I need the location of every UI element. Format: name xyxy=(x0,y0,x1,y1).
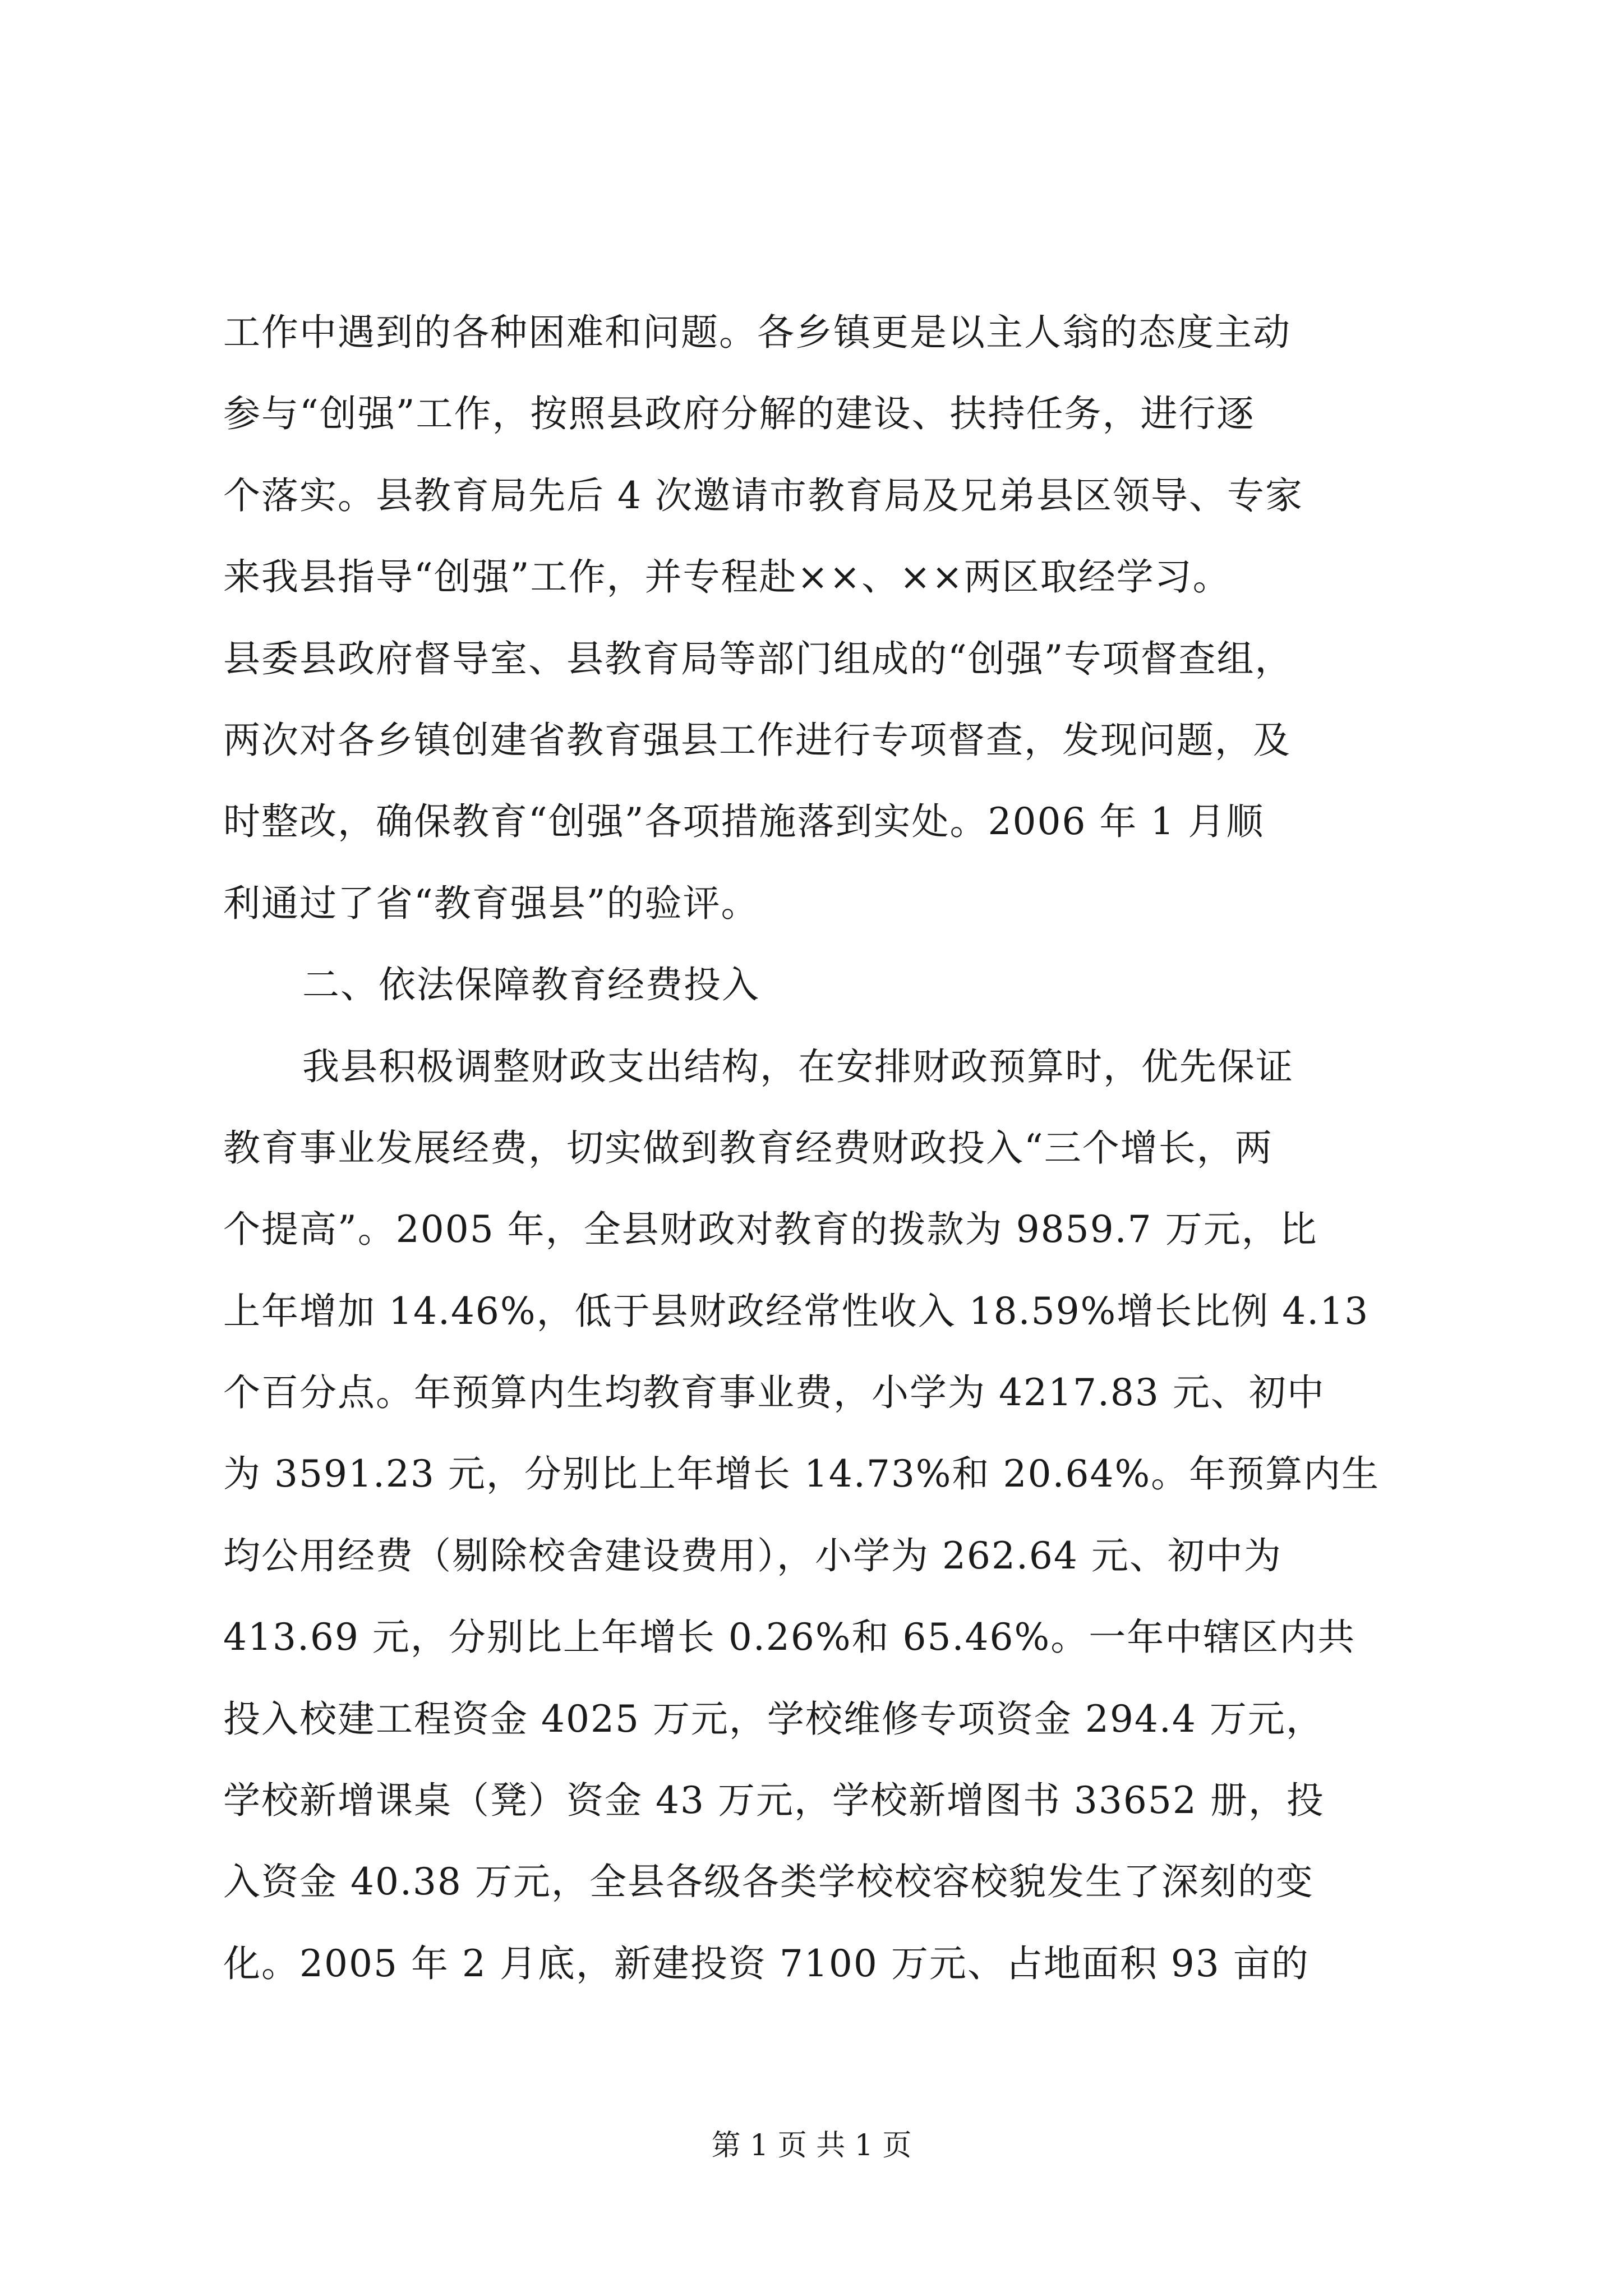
text-line: 化。2005 年 2 月底，新建投资 7100 万元、占地面积 93 亩的 xyxy=(223,1941,1310,1985)
text-line: 个落实。县教育局先后 4 次邀请市教育局及兄弟县区领导、专家 xyxy=(223,473,1303,517)
body-text xyxy=(223,292,1412,2004)
text-line: 个提高”。2005 年，全县财政对教育的拨款为 9859.7 万元，比 xyxy=(223,1208,1318,1251)
text-line: 均公用经费（剔除校舍建设费用），小学为 262.64 元、初中为 xyxy=(223,1534,1282,1577)
text-line: 413.69 元，分别比上年增长 0.26%和 65.46%。一年中辖区内共 xyxy=(223,1616,1356,1659)
text-line: 来我县指导“创强”工作，并专程赴××、××两区取经学习。 xyxy=(223,555,1231,599)
paragraph-first-line: 二、依法保障教育经费投入 xyxy=(302,963,760,1007)
text-line: 入资金 40.38 万元，全县各级各类学校校容校貌发生了深刻的变 xyxy=(223,1860,1314,1904)
text-line: 参与“创强”工作，按照县政府分解的建设、扶持任务，进行逐 xyxy=(223,392,1255,436)
text-line: 投入校建工程资金 4025 万元，学校维修专项资金 294.4 万元， xyxy=(223,1697,1324,1741)
text-line: 上年增加 14.46%，低于县财政经常性收入 18.59%增长比例 4.13 xyxy=(223,1289,1370,1333)
text-line: 为 3591.23 元，分别比上年增长 14.73%和 20.64%。年预算内生 xyxy=(223,1452,1380,1496)
text-line: 两次对各乡镇创建省教育强县工作进行专项督查，发现问题，及 xyxy=(223,718,1291,762)
text-line: 教育事业发展经费，切实做到教育经费财政投入“三个增长，两 xyxy=(223,1126,1273,1170)
text-line: 利通过了省“教育强县”的验评。 xyxy=(223,881,759,925)
text-line: 工作中遇到的各种困难和问题。各乡镇更是以主人翁的态度主动 xyxy=(223,311,1291,354)
text-line: 时整改，确保教育“创强”各项措施落到实处。2006 年 1 月顺 xyxy=(223,800,1265,844)
page-footer: 第 1 页 共 1 页 xyxy=(711,2129,912,2162)
paragraph-first-line: 我县积极调整财政支出结构，在安排财政预算时，优先保证 xyxy=(302,1045,1294,1088)
text-line: 个百分点。年预算内生均教育事业费，小学为 4217.83 元、初中 xyxy=(223,1371,1325,1415)
text-line: 县委县政府督导室、县教育局等部门组成的“创强”专项督查组， xyxy=(223,637,1293,680)
text-line: 学校新增课桌（凳）资金 43 万元，学校新增图书 33652 册，投 xyxy=(223,1779,1325,1823)
